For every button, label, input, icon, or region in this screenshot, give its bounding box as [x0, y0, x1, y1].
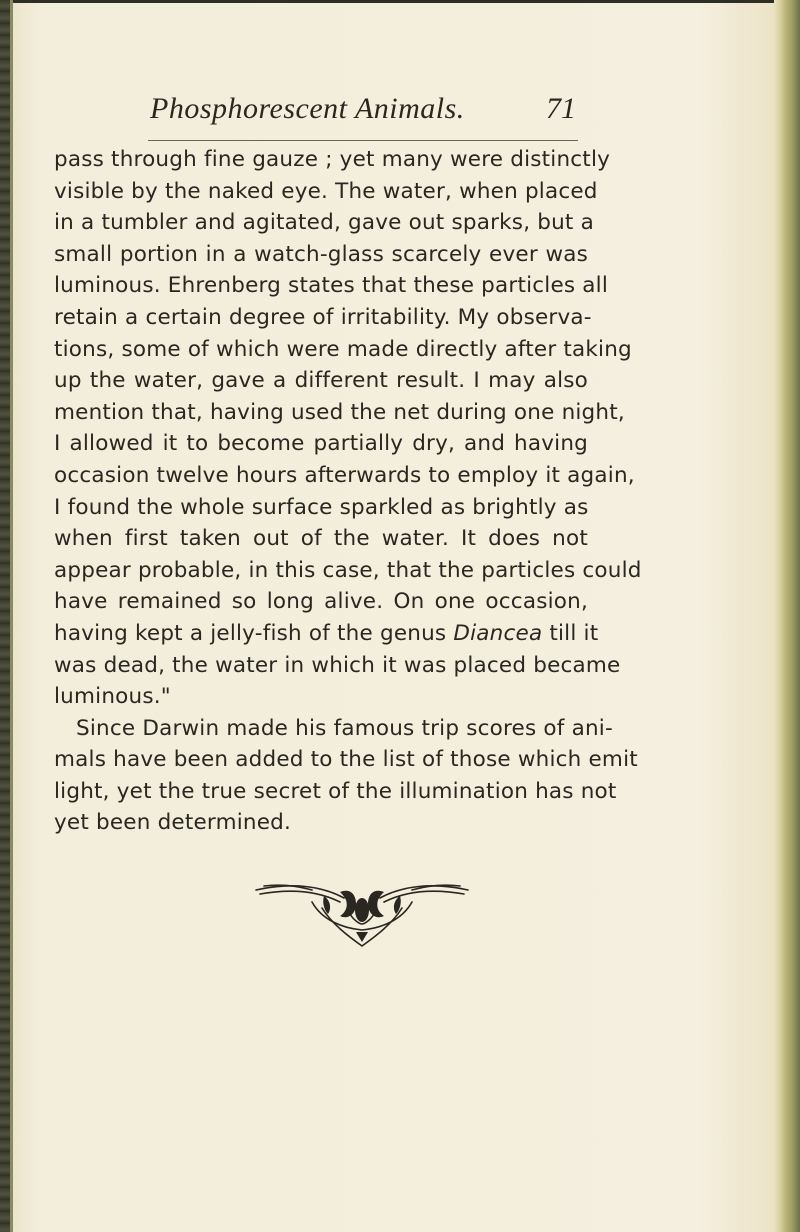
genus-name: Diancea [453, 620, 543, 646]
text-line: up the water, gave a different result. I may also [54, 368, 588, 394]
text-line: yet been determined. [54, 810, 292, 836]
running-title: Phosphorescent Animals. [150, 92, 465, 125]
header-rule [148, 140, 578, 141]
text-line: visible by the naked eye. The water, when placed [54, 178, 598, 204]
top-page-edge [0, 0, 800, 3]
text-line: occasion twelve hours afterwards to employ it again, [54, 462, 635, 488]
text-line: I allowed it to become partially dry, and having [54, 431, 588, 457]
left-binding-edge [0, 0, 10, 1232]
text-line: mention that, having used the net during one night, [54, 399, 625, 425]
text-line: have remained so long alive. On one occasion, [54, 589, 588, 615]
text-fragment: till it [549, 620, 599, 646]
text-line: tions, some of which were made directly after taking [54, 336, 632, 362]
text-line: I found the whole surface sparkled as brightly as [54, 494, 589, 520]
text-line: pass through fine gauze ; yet many were distinctly [54, 147, 611, 172]
text-line: small portion in a watch-glass scarcely ever was [54, 241, 588, 267]
body-text [54, 144, 642, 839]
text-line: luminous." [54, 684, 171, 710]
text-line-with-genus [54, 618, 599, 650]
text-line: when first taken out of the water. It does not [54, 526, 588, 552]
page-number: 71 [546, 92, 576, 125]
text-line: light, yet the true secret of the illumination has not [54, 778, 617, 804]
text-fragment: having kept a jelly-fish of the genus [54, 620, 447, 646]
page-header [150, 92, 580, 136]
text-line: in a tumbler and agitated, gave out sparks, but a [54, 210, 594, 236]
right-page-edge [774, 0, 800, 1232]
text-line: Since Darwin made his famous trip scores of ani- [76, 715, 613, 741]
tailpiece-ornament-icon [252, 880, 472, 952]
text-line: appear probable, in this case, that the particles could [54, 557, 642, 583]
text-line: was dead, the water in which it was placed became [54, 652, 621, 678]
text-line: retain a certain degree of irritability. My observa- [54, 304, 592, 330]
text-line: luminous. Ehrenberg states that these particles all [54, 273, 609, 299]
text-line: mals have been added to the list of those which emit [54, 747, 638, 773]
